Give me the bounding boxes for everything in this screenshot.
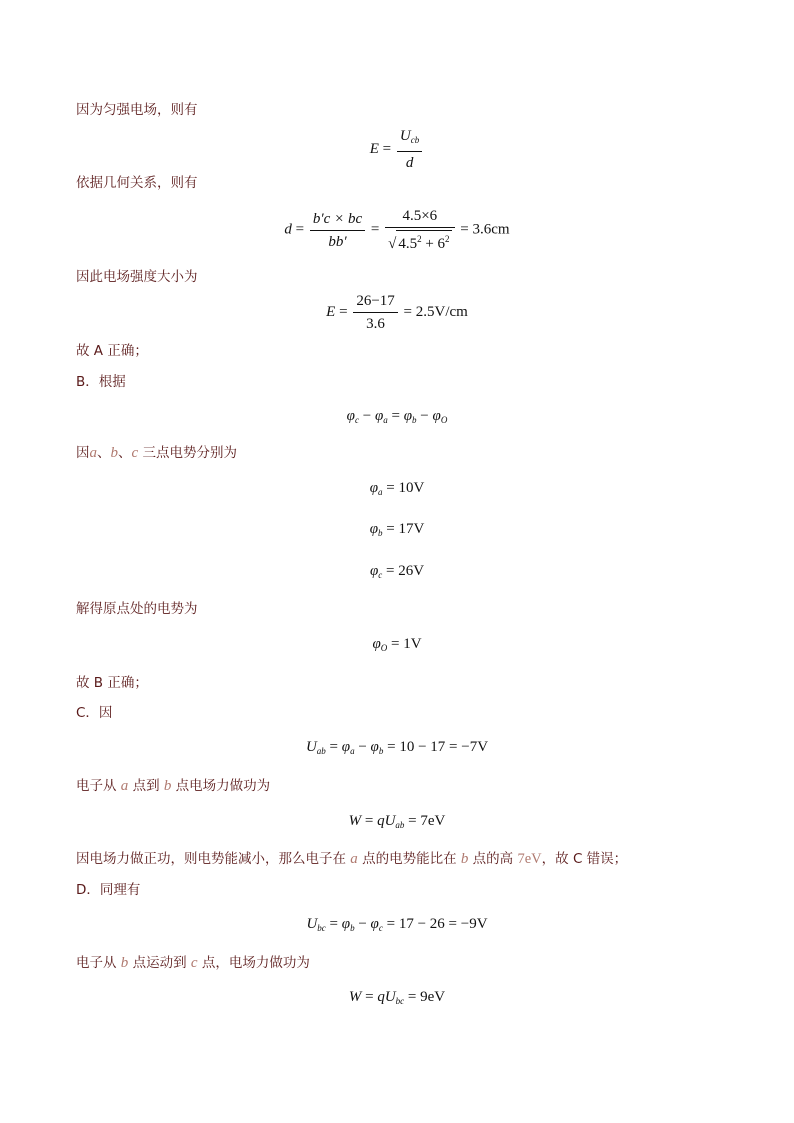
- fraction: [310, 210, 365, 251]
- text-line-option-c: [76, 703, 112, 723]
- equation-phi-a: [0, 480, 794, 497]
- text-line-work-b-to-c: [76, 953, 310, 973]
- eq-numerator: 26−17: [353, 292, 397, 313]
- text: 电子从: [76, 778, 121, 794]
- eq-symbol: q: [377, 989, 385, 1005]
- text: 点电场力做功为: [171, 778, 271, 794]
- eq-numerator: b′c × bc: [310, 210, 365, 231]
- eq-subscript: b: [412, 415, 417, 425]
- text-variable: c: [190, 955, 198, 971]
- eq-superscript: 2: [445, 234, 450, 244]
- text: 点的电势能比在: [357, 851, 461, 867]
- eq-symbol: E: [369, 140, 379, 157]
- text-line-option-b: [76, 372, 126, 392]
- equation-field-strength-value: [0, 292, 794, 333]
- text-line-b-correct: [76, 673, 148, 693]
- eq-symbol: φ: [346, 408, 355, 424]
- equation-distance: [0, 207, 794, 253]
- equation-u-ab: [0, 739, 794, 756]
- text-line-uniform-field: [76, 100, 198, 120]
- eq-subscript: c: [354, 415, 359, 425]
- eq-subscript: O: [440, 415, 448, 425]
- eq-symbol: φ: [372, 636, 381, 652]
- eq-subscript: c: [378, 923, 383, 933]
- eq-subscript: b: [378, 528, 383, 538]
- eq-op: =: [378, 140, 395, 157]
- text-line-a-correct: [76, 341, 148, 361]
- text-variable: b: [163, 778, 172, 794]
- text: 点的高: [468, 851, 518, 867]
- text-variable: a: [89, 445, 97, 461]
- eq-symbol: U: [305, 739, 317, 755]
- text: D．同理有: [76, 882, 141, 898]
- eq-symbol: φ: [369, 521, 378, 537]
- text: ，故 C 错误；: [541, 851, 628, 867]
- text: 故 B 正确；: [76, 675, 148, 691]
- eq-numerator: 4.5×6: [385, 207, 454, 228]
- fraction: [353, 292, 397, 333]
- eq-op: =: [361, 989, 378, 1005]
- text: 因为匀强电场，则有: [76, 102, 198, 118]
- eq-symbol: d: [284, 221, 292, 238]
- eq-result: = 10V: [382, 480, 425, 496]
- eq-symbol: W: [348, 989, 362, 1005]
- text: 依据几何关系，则有: [76, 175, 198, 191]
- eq-result: = 9eV: [404, 989, 446, 1005]
- eq-result: = 3.6cm: [456, 221, 510, 238]
- eq-symbol: φ: [369, 480, 378, 496]
- text-variable: a: [350, 851, 358, 867]
- text-line-origin-potential: [76, 599, 198, 619]
- eq-subscript: ab: [395, 820, 405, 830]
- text: 因电场力做正功，则电势能减小，那么电子在: [76, 851, 351, 867]
- eq-subscript: a: [383, 415, 388, 425]
- text-line-geometry: [76, 173, 198, 193]
- eq-symbol: d: [405, 155, 414, 171]
- text-line-option-d: [76, 880, 140, 900]
- eq-symbol: E: [326, 303, 336, 320]
- eq-op: =: [335, 303, 352, 320]
- equation-potential-relation: [0, 408, 794, 425]
- text: 电子从: [76, 955, 121, 971]
- eq-result: = 17V: [382, 521, 425, 537]
- eq-subscript: bc: [395, 996, 405, 1006]
- eq-symbol: U: [384, 813, 396, 829]
- eq-result: = 10 − 17 = −7V: [383, 739, 489, 755]
- eq-term: + 6: [421, 236, 446, 252]
- equation-phi-b: [0, 521, 794, 538]
- text: 点运动到: [128, 955, 191, 971]
- eq-op: =: [361, 813, 378, 829]
- eq-symbol: φ: [370, 739, 379, 755]
- text: 解得原点处的电势为: [76, 601, 198, 617]
- text-line-c-wrong: [76, 849, 627, 869]
- text-line-work-a-to-b: [76, 776, 270, 796]
- eq-term: 4.5: [398, 236, 418, 252]
- eq-result: = 26V: [382, 563, 425, 579]
- eq-symbol: φ: [369, 563, 379, 579]
- eq-symbol: U: [306, 916, 318, 932]
- eq-op: −: [416, 408, 433, 424]
- eq-op: =: [291, 221, 308, 238]
- eq-symbol: φ: [341, 916, 351, 932]
- equation-phi-c: [0, 563, 794, 580]
- equation-work-ab: [0, 813, 794, 830]
- text-variable: b: [460, 851, 469, 867]
- eq-denominator: 3.6: [366, 316, 385, 332]
- sqrt-sign: √ $4.5^2 + 6^2$: [388, 230, 451, 253]
- equation-phi-o: [0, 636, 794, 653]
- eq-op: −: [354, 739, 371, 755]
- text-variable: c: [131, 445, 139, 461]
- eq-superscript: 2: [417, 234, 422, 244]
- equation-u-bc: [0, 916, 794, 933]
- eq-subscript: c: [378, 570, 383, 580]
- eq-op: =: [325, 739, 342, 755]
- eq-subscript: O: [380, 643, 388, 653]
- eq-result: = 17 − 26 = −9V: [382, 916, 488, 932]
- text: C．因: [76, 705, 113, 721]
- fraction: [397, 127, 422, 172]
- eq-result: = 1V: [387, 636, 422, 652]
- eq-op: =: [387, 408, 404, 424]
- text-line-three-potentials: [76, 443, 237, 463]
- text: 因此电场强度大小为: [76, 269, 198, 285]
- eq-op: =: [325, 916, 342, 932]
- eq-op: −: [358, 408, 375, 424]
- eq-op: −: [354, 916, 371, 932]
- text: 因: [76, 445, 90, 461]
- fraction: [385, 207, 454, 253]
- text: 、: [97, 445, 111, 461]
- text-variable: b: [120, 955, 129, 971]
- text: B．根据: [76, 374, 126, 390]
- eq-symbol: φ: [432, 408, 441, 424]
- eq-symbol: φ: [374, 408, 384, 424]
- equation-field-strength-formula: [0, 127, 794, 172]
- eq-op: =: [367, 221, 384, 238]
- text: 、: [118, 445, 132, 461]
- eq-denominator: bb′: [328, 233, 347, 250]
- eq-symbol: U: [384, 989, 396, 1005]
- eq-subscript: ab: [316, 746, 326, 756]
- eq-result: = 7eV: [404, 813, 446, 829]
- eq-subscript: a: [350, 746, 355, 756]
- eq-symbol: φ: [403, 408, 413, 424]
- text-variable: a: [120, 778, 129, 794]
- equation-work-bc: [0, 989, 794, 1006]
- eq-subscript: a: [378, 487, 383, 497]
- text: 三点电势分别为: [138, 445, 237, 461]
- eq-symbol: φ: [341, 739, 351, 755]
- eq-subscript: b: [378, 746, 384, 756]
- eq-symbol: φ: [370, 916, 379, 932]
- eq-subscript: bc: [317, 923, 326, 933]
- eq-subscript: cb: [410, 135, 420, 145]
- text: 故 A 正确；: [76, 343, 148, 359]
- text: 点到: [128, 778, 164, 794]
- eq-result: = 2.5V/cm: [399, 303, 468, 320]
- text-number: 7eV: [517, 851, 542, 867]
- eq-symbol: U: [399, 128, 411, 144]
- text: 点，电场力做功为: [197, 955, 310, 971]
- text-line-field-magnitude: [76, 267, 198, 287]
- eq-subscript: b: [350, 923, 355, 933]
- text-variable: b: [110, 445, 118, 461]
- eq-symbol: q: [377, 813, 385, 829]
- eq-symbol: W: [348, 813, 362, 829]
